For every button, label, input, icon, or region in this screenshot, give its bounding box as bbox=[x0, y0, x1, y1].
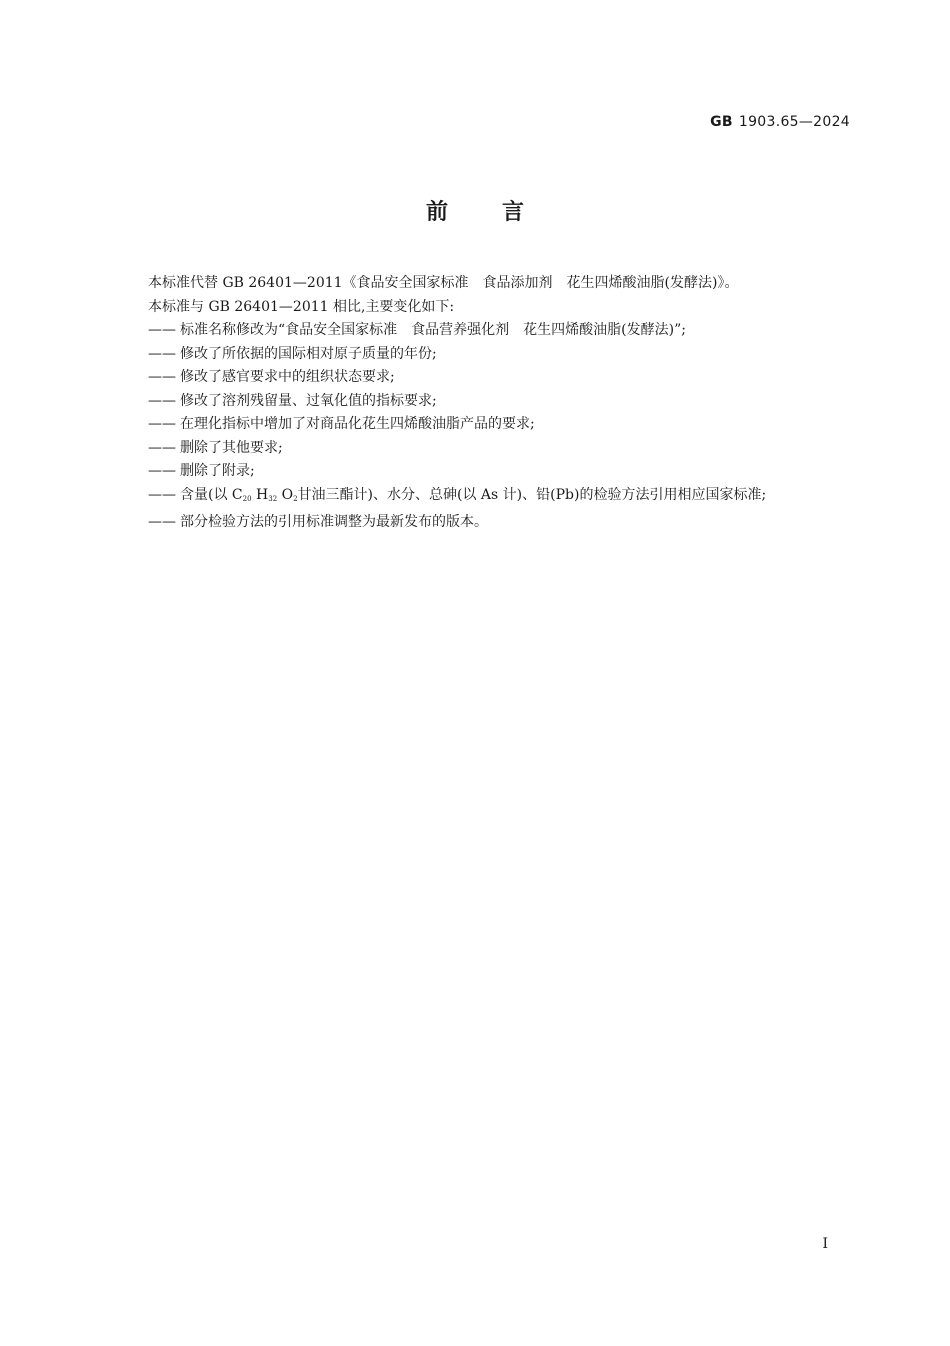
formula-oxygen-sub: 2 bbox=[293, 494, 298, 503]
list-item-formula bbox=[148, 484, 850, 512]
foreword-body bbox=[148, 272, 850, 535]
list-item-text: 修改了所依据的国际相对原子质量的年份; bbox=[180, 345, 437, 362]
formula-carbon: C bbox=[231, 486, 243, 503]
list-dash: —— bbox=[148, 514, 176, 530]
list-dash: —— bbox=[148, 392, 176, 409]
list-item bbox=[148, 390, 850, 414]
list-dash: —— bbox=[148, 463, 176, 479]
list-item bbox=[148, 319, 850, 343]
list-item-text: 删除了其他要求; bbox=[180, 439, 283, 456]
formula-hydrogen-sub: 32 bbox=[268, 494, 278, 503]
formula-oxygen: O bbox=[281, 486, 294, 503]
list-dash: —— bbox=[148, 345, 176, 362]
list-item bbox=[148, 511, 850, 535]
page-number: I bbox=[822, 1236, 828, 1252]
list-item bbox=[148, 413, 850, 437]
standard-prefix: GB bbox=[710, 114, 733, 130]
list-item-text: 部分检验方法的引用标准调整为最新发布的版本。 bbox=[180, 514, 488, 530]
list-dash: —— bbox=[148, 416, 176, 432]
list-item bbox=[148, 460, 850, 484]
formula-carbon-sub: 20 bbox=[242, 494, 252, 503]
list-item-text: 修改了感官要求中的组织状态要求; bbox=[180, 369, 395, 385]
list-item bbox=[148, 437, 850, 461]
list-dash: —— bbox=[148, 322, 176, 338]
list-item-text: 删除了附录; bbox=[180, 463, 255, 479]
list-item bbox=[148, 343, 850, 367]
list-item bbox=[148, 366, 850, 390]
formula-before: 含量(以 bbox=[180, 486, 232, 503]
list-item-text bbox=[180, 487, 766, 503]
paragraph-replacement: 本标准代替 GB 26401—2011《食品安全国家标准 食品添加剂 花生四烯酸油脂(发酵法)》。 bbox=[148, 275, 739, 291]
formula-hydrogen: H bbox=[256, 486, 269, 503]
standard-code: 1903.65—2024 bbox=[738, 114, 850, 130]
page-title: 前言 bbox=[425, 200, 578, 225]
formula-after: 甘油三酯计)、水分、总砷(以 As 计)、铅(Pb)的检验方法引用相应国家标准; bbox=[297, 486, 767, 503]
paragraph-changes-intro: 本标准与 GB 26401—2011 相比,主要变化如下: bbox=[148, 298, 455, 315]
list-item-text: 标准名称修改为“食品安全国家标准 食品营养强化剂 花生四烯酸油脂(发酵法)”; bbox=[180, 322, 686, 338]
list-dash: —— bbox=[148, 369, 176, 385]
standard-number bbox=[710, 114, 850, 130]
list-dash: —— bbox=[148, 486, 176, 503]
list-item-text: 修改了溶剂残留量、过氧化值的指标要求; bbox=[180, 392, 437, 409]
list-item-text: 在理化指标中增加了对商品化花生四烯酸油脂产品的要求; bbox=[180, 416, 535, 432]
list-dash: —— bbox=[148, 439, 176, 456]
